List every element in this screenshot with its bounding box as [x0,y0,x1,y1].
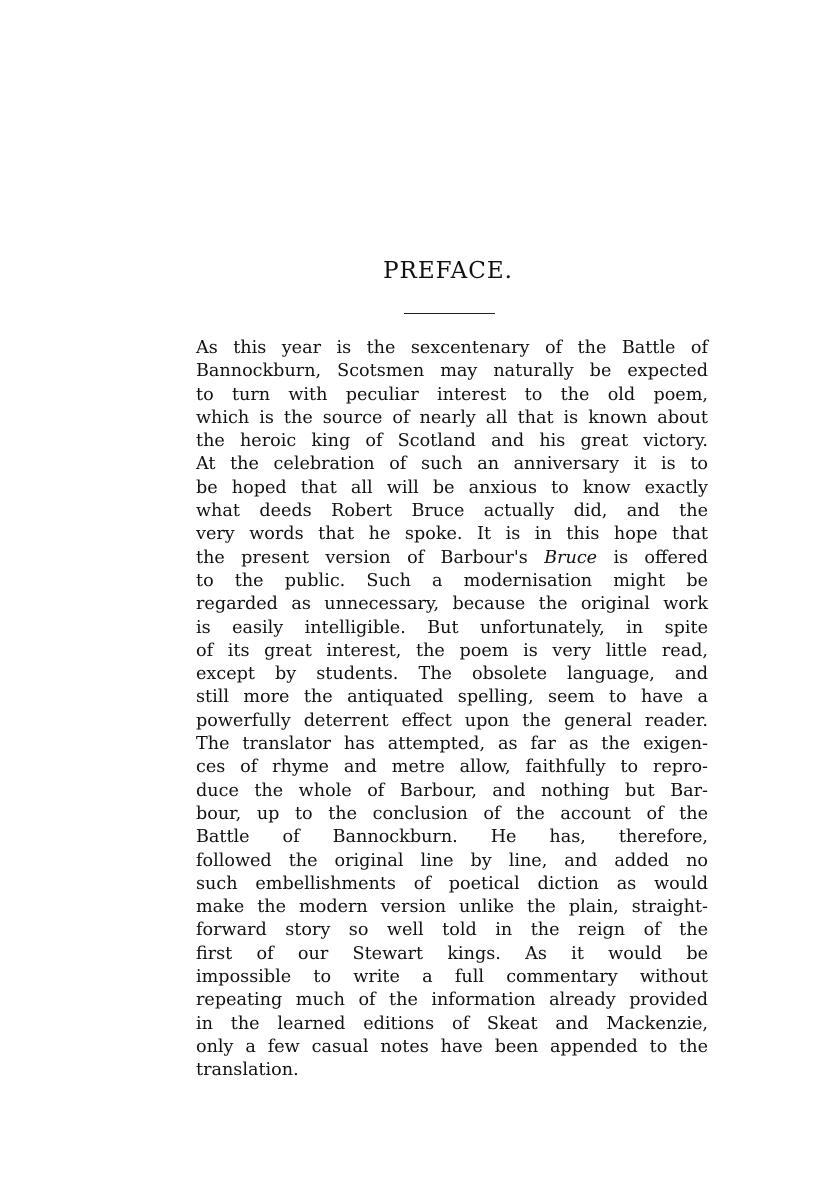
text-line: to turn with peculiar interest to the old poem, [196,384,708,405]
text-line: very words that he spoke. It is in this hope that [196,524,708,545]
text-line: except by students. The obsolete language, and [196,664,708,685]
text-line: Battle of Bannockburn. He has, therefore, [196,827,708,848]
text-line: powerfully deterrent effect upon the general reader. [196,710,708,731]
text-segment: is offered [613,547,709,568]
text-line: the heroic king of Scotland and his great victory. [196,431,708,452]
text-line: duce the whole of Barbour, and nothing but Bar- [196,780,708,801]
text-segment: the present version of Barbour's [196,547,528,568]
text-line: only a few casual notes have been appended to the [196,1036,708,1057]
work-title-italic: Bruce [544,547,598,568]
page-title: PREFACE. [383,258,513,284]
text-line: such embellishments of poetical diction as would [196,873,708,894]
text-line: which is the source of nearly all that is known about [196,407,708,428]
text-line: forward story so well told in the reign of the [196,920,708,941]
text-line-last: translation. [196,1060,299,1081]
text-line: of its great interest, the poem is very little read, [196,640,708,661]
text-line: first of our Stewart kings. As it would be [196,943,708,964]
text-line: followed the original line by line, and added no [196,850,708,871]
text-line: At the celebration of such an anniversary it is to [196,454,708,475]
text-line: ces of rhyme and metre allow, faithfully to repro- [196,757,708,778]
text-line: regarded as unnecessary, because the original work [196,594,708,615]
text-line: As this year is the sexcentenary of the Battle of [196,338,708,358]
text-line: make the modern version unlike the plain, straight- [196,897,708,918]
text-line: impossible to write a full commentary without [196,967,708,988]
text-line: be hoped that all will be anxious to know exactly [196,477,708,498]
title-rule [404,313,495,314]
text-line: Bannockburn, Scotsmen may naturally be expected [196,361,708,382]
text-line-with-title [196,547,708,570]
text-line: The translator has attempted, as far as the exigen- [196,734,708,755]
text-line: bour, up to the conclusion of the account of the [196,803,708,824]
text-line: in the learned editions of Skeat and Mackenzie, [196,1013,708,1034]
text-line: still more the antiquated spelling, seem to have a [196,687,708,708]
preface-paragraph [196,337,708,1083]
text-line: to the public. Such a modernisation might be [196,570,708,591]
text-line: is easily intelligible. But unfortunately, in spite [196,617,708,638]
text-line: what deeds Robert Bruce actually did, and the [196,501,708,522]
text-line: repeating much of the information already provided [196,990,708,1011]
